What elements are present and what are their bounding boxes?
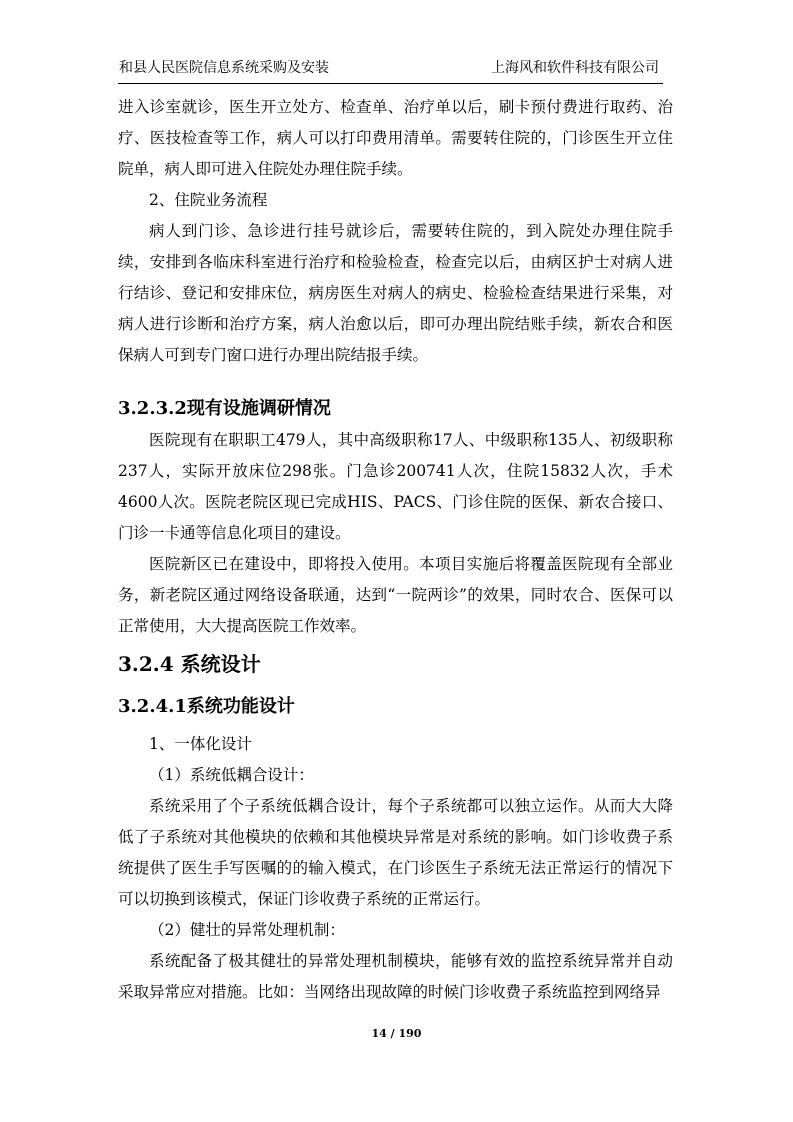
list-item-integration-design: 1、一体化设计 <box>149 735 252 753</box>
body-block-function-design <box>118 729 673 1008</box>
heading-324: 3.2.4 系统设计 <box>118 652 261 676</box>
heading-3232: 3.2.3.2现有设施调研情况 <box>118 398 331 419</box>
heading-3241: 3.2.4.1系统功能设计 <box>118 696 295 717</box>
body-block-top <box>118 92 673 371</box>
header-left-title: 和县人民医院信息系统采购及安装 <box>119 60 329 76</box>
paragraph-outpatient-continued: 进入诊室就诊，医生开立处方、检查单、治疗单以后，刷卡预付费进行取药、治疗、医技检查等工作，病人可以打印费用清单。需要转住院的，门诊医生开立住院单，病人即可进入住院处办理住院手续。 <box>118 98 673 178</box>
body-block-facilities <box>118 425 673 642</box>
header-rule <box>118 83 663 84</box>
page-number: 14 / 190 <box>371 1027 422 1040</box>
sub-item-low-coupling: （1）系统低耦合设计： <box>149 766 314 784</box>
sub-item-exception-handling: （2）健壮的异常处理机制： <box>149 921 345 939</box>
paragraph-inpatient-process: 病人到门诊、急诊进行挂号就诊后，需要转住院的，到入院处办理住院手续，安排到各临床科室进行治疗和检验检查，检查完以后，由病区护士对病人进行结诊、登记和安排床位，病房医生对病人的病史、检验检查结果进行采集，对病人进行诊断和治疗方案，病人治愈以后，即可办理出院结账手续，新农合和医保病人可到专门窗口进行办理出院结报手续。 <box>118 222 673 364</box>
paragraph-facilities-staff: 医院现有在职职工479人，其中高级职称17人、中级职称135人、初级职称237人，实际开放床位298张。门急诊200741人次，住院15832人次，手术4600人次。医院老院区现已完成HIS、PACS、门诊住院的医保、新农合接口、门诊一卡通等信息化项目的建设。 <box>118 431 673 542</box>
paragraph-low-coupling: 系统采用了个子系统低耦合设计，每个子系统都可以独立运作。从而大大降低了子系统对其他模块的依赖和其他模块异常是对系统的影响。如门诊收费子系统提供了医生手写医嘱的的输入模式，在门诊医生子系统无法正常运行的情况下可以切换到该模式，保证门诊收费子系统的正常运行。 <box>118 797 673 908</box>
header-right-company: 上海风和软件科技有限公司 <box>491 60 659 76</box>
paragraph-exception-handling: 系统配备了极其健壮的异常处理机制模块，能够有效的监控系统异常并自动采取异常应对措施。比如：当网络出现故障的时候门诊收费子系统监控到网络异 <box>118 952 673 1001</box>
paragraph-facilities-new-campus: 医院新区已在建设中，即将投入使用。本项目实施后将覆盖医院现有全部业务，新老院区通过网络设备联通，达到“一院两诊”的效果，同时农合、医保可以正常使用，大大提高医院工作效率。 <box>118 555 673 635</box>
list-item-inpatient-process: 2、住院业务流程 <box>149 191 268 209</box>
